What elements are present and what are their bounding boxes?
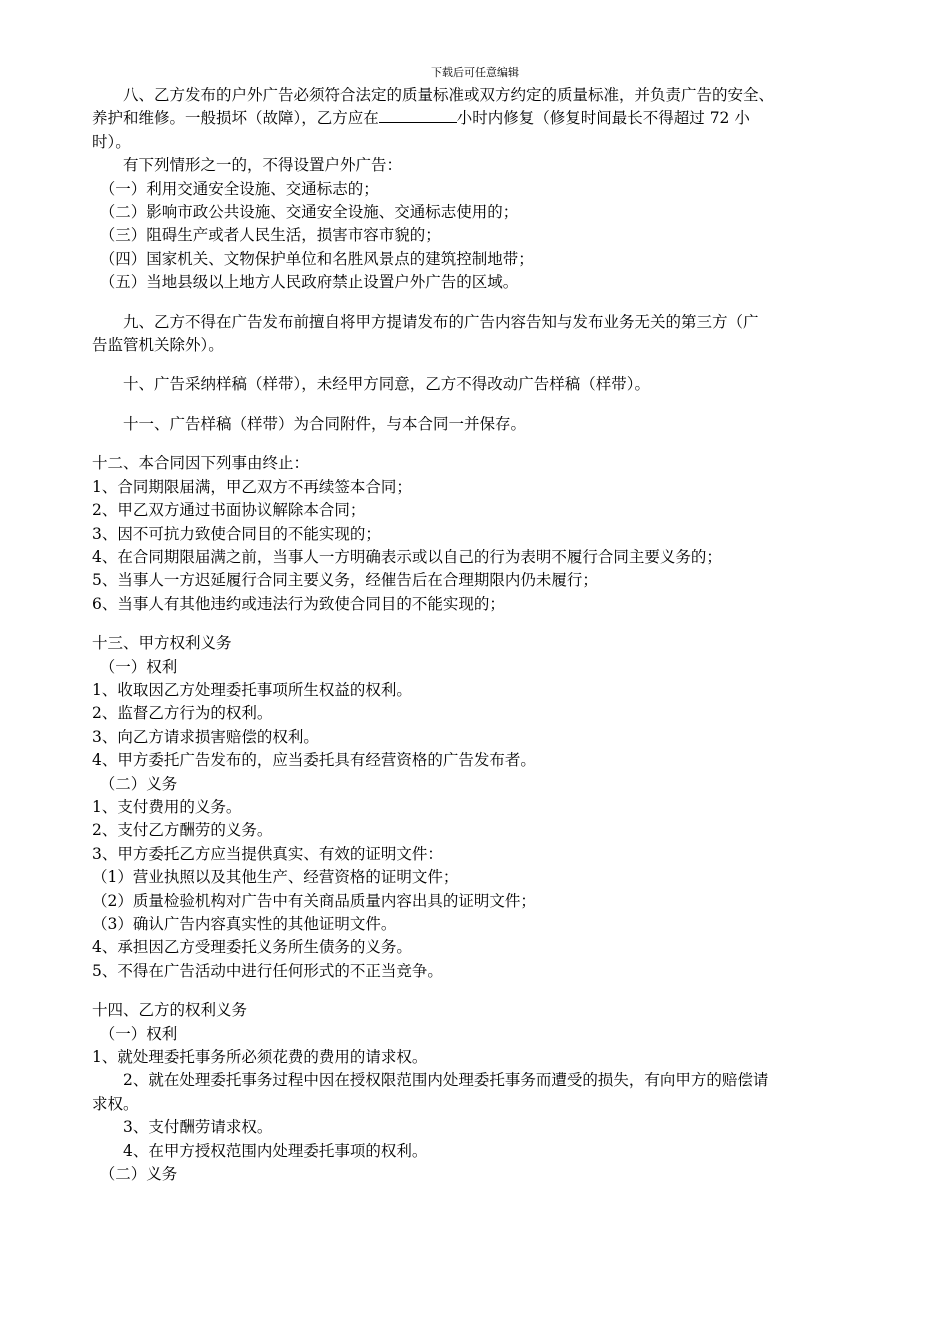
clause-14-title: 十四、乙方的权利义务	[92, 1001, 248, 1020]
list-item: 3、甲方委托乙方应当提供真实、有效的证明文件：	[92, 844, 443, 863]
clause-14-duties-heading: （二）义务	[99, 1165, 178, 1184]
clause-14-rights-heading: （一）权利	[99, 1024, 178, 1043]
list-item: 4、在合同期限届满之前，当事人一方明确表示或以自己的行为表明不履行合同主要义务的；	[92, 547, 722, 566]
clause-8-line-1: 八、乙方发布的户外广告必须符合法定的质量标准或双方约定的质量标准，并负责广告的安全、	[123, 86, 775, 104]
list-item: 2、就在处理委托事务过程中因在授权限范围内处理委托事务而遭受的损失，有向甲方的赔偿请	[123, 1071, 769, 1090]
clause-13-duties-heading: （二）义务	[99, 774, 178, 793]
list-item: 1、就处理委托事务所必须花费的费用的请求权。	[92, 1048, 428, 1067]
list-item: 1、收取因乙方处理委托事项所生权益的权利。	[92, 680, 412, 699]
list-item: 5、不得在广告活动中进行任何形式的不正当竞争。	[92, 961, 443, 980]
clause-13-title: 十三、甲方权利义务	[92, 634, 232, 653]
list-item: 4、承担因乙方受理委托义务所生债务的义务。	[92, 938, 412, 957]
clause-8-prohibited-intro: 有下列情形之一的，不得设置户外广告：	[123, 156, 403, 175]
clause-10: 十、广告采纳样稿（样带），未经甲方同意，乙方不得改动广告样稿（样带）。	[123, 375, 651, 394]
list-item: （2）质量检验机构对广告中有关商品质量内容出具的证明文件；	[92, 891, 536, 910]
list-item: 5、当事人一方迟延履行合同主要义务，经催告后在合理期限内仍未履行；	[92, 571, 598, 590]
list-item: 1、合同期限届满，甲乙双方不再续签本合同；	[92, 477, 412, 496]
list-item: 3、因不可抗力致使合同目的不能实现的；	[92, 524, 381, 543]
list-item: 3、向乙方请求损害赔偿的权利。	[92, 727, 319, 746]
list-item: 1、支付费用的义务。	[92, 797, 242, 816]
clause-8-line-2	[92, 107, 898, 130]
list-item: 2、甲乙双方通过书面协议解除本合同；	[92, 501, 366, 520]
document-body	[92, 84, 898, 1186]
list-item-continuation: 求权。	[92, 1094, 139, 1113]
list-item: 4、在甲方授权范围内处理委托事项的权利。	[123, 1141, 428, 1160]
clause-9-line-1: 九、乙方不得在广告发布前擅自将甲方提请发布的广告内容告知与发布业务无关的第三方（广	[123, 312, 759, 331]
clause-11: 十一、广告样稿（样带）为合同附件，与本合同一并保存。	[123, 414, 527, 433]
clause-12-title: 十二、本合同因下列事由终止：	[92, 454, 310, 473]
list-item: 4、甲方委托广告发布的，应当委托具有经营资格的广告发布者。	[92, 751, 536, 770]
list-item: 3、支付酬劳请求权。	[123, 1118, 273, 1137]
list-item: （三）阻碍生产或者人民生活，损害市容市貌的；	[99, 226, 441, 245]
list-item: 2、支付乙方酬劳的义务。	[92, 821, 273, 840]
clause-8-line-3: 时）。	[92, 132, 131, 151]
list-item: （四）国家机关、文物保护单位和名胜风景点的建筑控制地带；	[99, 249, 534, 268]
clause-8-line-2-end: 小时内修复（修复时间最长不得超过 72 小	[456, 109, 750, 128]
clause-9-line-2: 告监管机关除外）。	[92, 336, 224, 355]
list-item: （二）影响市政公共设施、交通安全设施、交通标志使用的；	[99, 203, 519, 222]
page-header: 下载后可任意编辑	[431, 66, 519, 79]
list-item: （3）确认广告内容真实性的其他证明文件。	[92, 915, 397, 933]
list-item: （五）当地县级以上地方人民政府禁止设置户外广告的区域。	[99, 273, 519, 292]
list-item: 2、监督乙方行为的权利。	[92, 704, 273, 723]
clause-8-line-2-start: 养护和维修。一般损坏（故障），乙方应在	[92, 109, 379, 128]
list-item: （一）利用交通安全设施、交通标志的；	[99, 179, 379, 198]
list-item: （1）营业执照以及其他生产、经营资格的证明文件；	[92, 868, 459, 887]
list-item: 6、当事人有其他违约或违法行为致使合同目的不能实现的；	[92, 594, 505, 613]
repair-hours-blank	[379, 107, 457, 123]
clause-13-rights-heading: （一）权利	[99, 657, 178, 676]
